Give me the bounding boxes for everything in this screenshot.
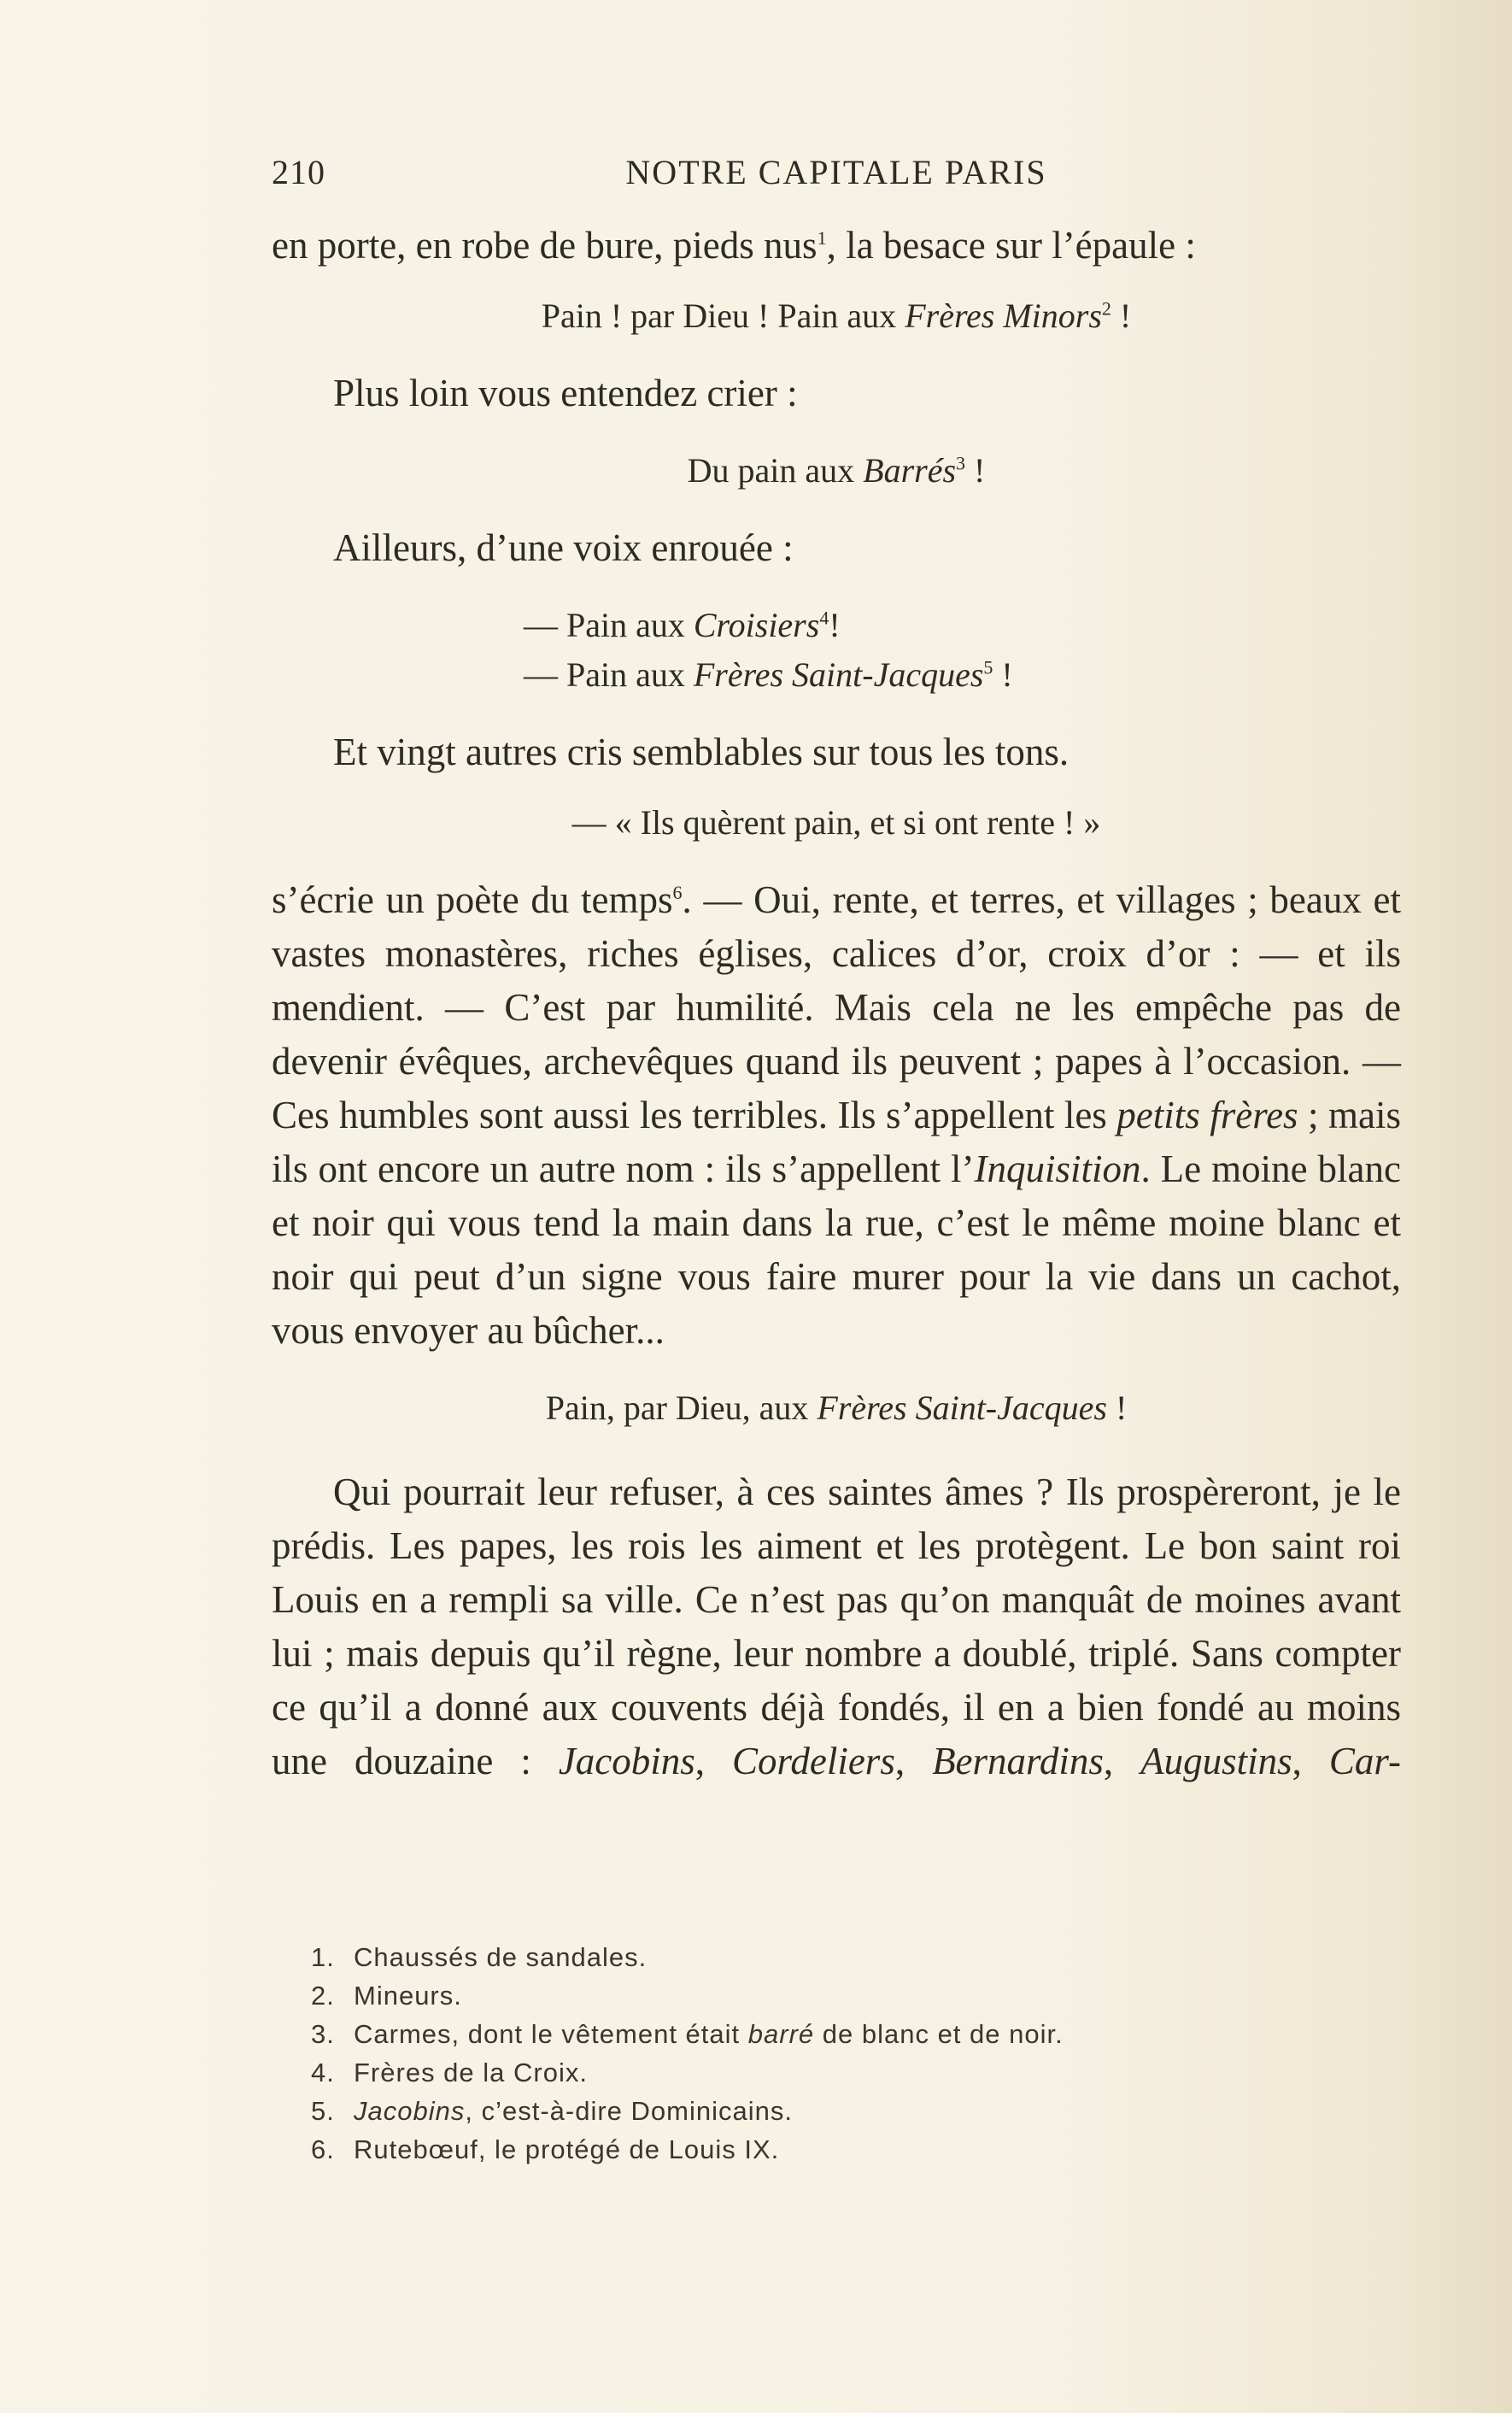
italic-text: Bernardins xyxy=(932,1740,1104,1782)
text-span: . Le moine blanc et noir qui vous tend la main dans la rue, c’est le même moine blanc et noir qui peut d’un signe vous faire murer pour la vie dans un cachot, vous envoyer au bûcher... xyxy=(272,1148,1401,1352)
italic-text: Frères Minors xyxy=(905,296,1102,335)
footnote-text: Carmes, dont le vêtement était xyxy=(354,2019,748,2049)
footnote-number: 2. xyxy=(311,1981,335,2011)
text-span: , la besace sur l’épaule : xyxy=(826,224,1196,267)
running-head: NOTRE CAPITALE PARIS xyxy=(625,153,1047,191)
italic-text: Inquisition xyxy=(974,1148,1141,1190)
text-line: Ailleurs, d’une voix enrouée : xyxy=(333,526,794,569)
footnote xyxy=(311,1976,1080,2015)
italic-text: Augustins xyxy=(1140,1740,1292,1782)
text-span: , xyxy=(1292,1740,1329,1782)
text-span: Pain ! par Dieu ! Pain aux xyxy=(541,296,905,335)
quoted-cry xyxy=(272,291,1401,341)
text-span: — Pain aux xyxy=(524,606,694,644)
footnote-text: Mineurs. xyxy=(354,1981,462,2011)
italic-text: Jacobins xyxy=(558,1740,695,1782)
italic-text: Car- xyxy=(1328,1740,1401,1782)
footnote-number: 3. xyxy=(311,2019,335,2049)
text-line: Et vingt autres cris semblables sur tous les tons. xyxy=(333,731,1070,773)
footnote-number: 5. xyxy=(311,2096,335,2126)
quoted-cry xyxy=(272,446,1401,496)
footnote-ref: 2 xyxy=(1101,297,1111,320)
paragraph xyxy=(272,1465,1401,1788)
page-header xyxy=(272,152,1401,195)
page-body xyxy=(272,219,1401,1788)
text-span: ! xyxy=(1106,1389,1128,1427)
text-span: , xyxy=(894,1740,933,1782)
footnote-ref: 6 xyxy=(672,882,683,903)
footnote xyxy=(311,2015,1080,2053)
text-span: ; mais ils ont encore un autre nom : ils s’appellent l’ xyxy=(272,1094,1402,1190)
text-span: , xyxy=(1103,1740,1141,1782)
quoted-cry xyxy=(524,650,1401,700)
italic-text: Jacobins xyxy=(354,2096,466,2126)
footnote-text: Rutebœuf, le protégé de Louis IX. xyxy=(354,2134,780,2164)
text-span: Qui pourrait leur refuser, à ces saintes âmes ? Ils prospèreront, je le prédis. Les papes, les rois les aiment et les protègent. Le bon saint roi Louis en a rempli sa ville. Ce n’est pas qu’on manquât de moines avant lui ; mais depuis qu’il règne, leur nombre a doublé, triplé. Sans compter ce qu’il a donné aux couvents déjà fondés, il en a bien fondé au moins une douzaine : xyxy=(272,1471,1401,1782)
page-number: 210 xyxy=(272,153,325,191)
quoted-cry xyxy=(272,1383,1401,1433)
text-span: — Pain aux xyxy=(524,655,694,694)
text-span: ! xyxy=(965,451,986,490)
italic-text: Frères Saint-Jacques xyxy=(693,655,984,694)
paragraph xyxy=(272,873,1401,1358)
quoted-cry xyxy=(524,601,1401,650)
italic-text: petits frères xyxy=(1116,1094,1298,1136)
footnote xyxy=(311,2053,1080,2092)
footnote-number: 1. xyxy=(311,1942,335,1972)
footnote-ref: 3 xyxy=(956,452,966,474)
footnote-ref: 5 xyxy=(983,656,993,678)
italic-text: Croisiers xyxy=(693,606,820,644)
footnote xyxy=(311,2130,1080,2169)
text-span: en porte, en robe de bure, pieds nus xyxy=(272,224,818,267)
footnote-number: 6. xyxy=(311,2134,335,2164)
italic-text: Barrés xyxy=(863,451,957,490)
quoted-cries-block xyxy=(272,601,1401,700)
footnote-text: Frères de la Croix. xyxy=(354,2058,588,2087)
italic-text: Cordeliers xyxy=(732,1740,895,1782)
text-span: ! xyxy=(829,606,841,644)
italic-text: Frères Saint-Jacques xyxy=(817,1389,1107,1427)
footnote-text: de blanc et de noir. xyxy=(814,2019,1064,2049)
text-span: . — Oui, rente, et terres, et villages ; beaux et vastes monastères, riches églises, calices d’or, croix d’or : — et ils mendient. — C’est par humilité. Mais cela ne les empêche pas de devenir évêques, archevêques quand ils peuvent ; papes à l’occasion. — Ces humbles sont aussi les terribles. Ils s’appellent les xyxy=(272,878,1401,1136)
text-span: Pain, par Dieu, aux xyxy=(545,1389,818,1427)
text-span: ! xyxy=(1111,296,1132,335)
footnotes xyxy=(311,1938,1080,2169)
text-span: , xyxy=(694,1740,732,1782)
text-line: Plus loin vous entendez crier : xyxy=(333,372,798,414)
footnote-ref: 4 xyxy=(819,607,829,629)
footnote-ref: 1 xyxy=(817,227,827,249)
footnote xyxy=(311,1938,1080,1976)
text-line xyxy=(272,219,1401,273)
quoted-verse: — « Ils quèrent pain, et si ont rente ! » xyxy=(571,803,1101,842)
footnote-text: Chaussés de sandales. xyxy=(354,1942,648,1972)
footnote-text: , c’est-à-dire Dominicains. xyxy=(465,2096,793,2126)
text-span: ! xyxy=(993,655,1013,694)
footnote xyxy=(311,2092,1080,2130)
text-span: Du pain aux xyxy=(687,451,864,490)
footnote-number: 4. xyxy=(311,2058,335,2087)
italic-text: barré xyxy=(747,2019,815,2049)
text-span: s’écrie un poète du temps xyxy=(272,878,673,921)
